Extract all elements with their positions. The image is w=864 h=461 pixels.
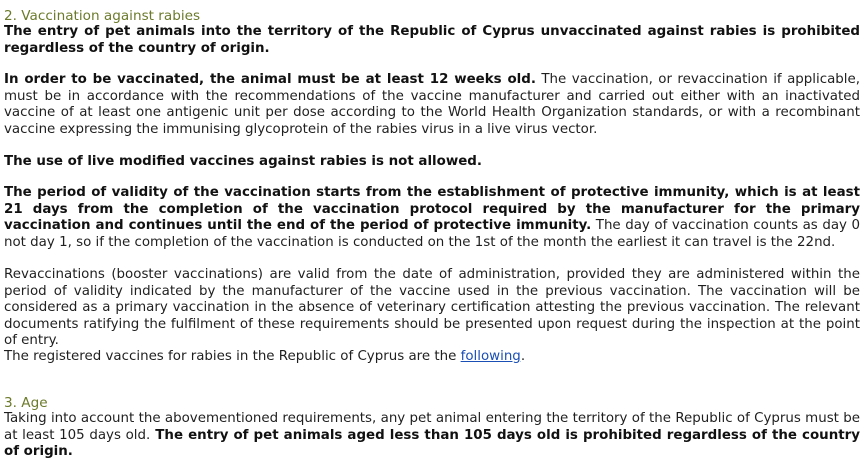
bold-statement: The entry of pet animals aged less than 105 days old is prohibited regardless of the country of origin. [4, 427, 860, 460]
paragraph-text: Taking into account the abovementioned requirements, any pet animal entering the territory of the Republic of Cyprus must be at least 105 days old. [4, 411, 860, 443]
bold-statement: The period of validity of the vaccination starts from the establishment of protective immunity, which is at least 21 days from the completion of the vaccination protocol required by the manufacturer for the primary vaccination and continues until the end of the period of protective immunity. [4, 185, 860, 234]
bold-statement: The entry of pet animals into the territory of the Republic of Cyprus unvaccinated against rabies is prohibited regardless of the country of origin. [4, 24, 860, 56]
paragraph-unvaccinated-prohibited [4, 24, 860, 57]
bold-statement: In order to be vaccinated, the animal must be at least 12 weeks old. [4, 72, 536, 87]
bold-statement: The use of live modified vaccines against rabies is not allowed. [4, 154, 482, 169]
paragraph-age-and-vaccine-type [4, 72, 860, 138]
paragraph-revaccinations [4, 267, 860, 350]
following-link[interactable]: following [460, 349, 521, 364]
section-heading-age: 3. Age [4, 395, 48, 411]
paragraph-text: The registered vaccines for rabies in the Republic of Cyprus are the [4, 349, 461, 364]
paragraph-text: The vaccination, or revaccination if applicable, must be in accordance with the recommendations of the vaccine manufacturer and carried out either with an inactivated vaccine of at least one antigenic unit per dose according to the World Health Organization standards, or with a recombinant vaccine expressing the immunising glycoprotein of the rabies virus in a live virus vector. [4, 72, 861, 137]
paragraph-text: Revaccinations (booster vaccinations) are valid from the date of administration, provided they are administered within the period of validity indicated by the manufacturer of the vaccine used in the previous vaccination. The vaccination will be considered as a primary vaccination in the absence of veterinary certification attesting the previous vaccination. The relevant documents ratifying the fulfilment of these requirements should be presented upon request during the inspection at the point of entry. [4, 267, 860, 349]
section-heading-vaccination: 2. Vaccination against rabies [4, 8, 201, 24]
paragraph-live-vaccines [4, 154, 860, 171]
paragraph-registered-vaccines: The registered vaccines for rabies in the Republic of Cyprus are the following. [4, 349, 526, 364]
paragraph-age-requirement [4, 411, 860, 461]
paragraph-validity-period [4, 185, 860, 251]
paragraph-text: The day of vaccination counts as day 0 not day 1, so if the completion of the vaccination is conducted on the 1st of the month the earliest it can travel is the 22nd. [4, 218, 861, 250]
